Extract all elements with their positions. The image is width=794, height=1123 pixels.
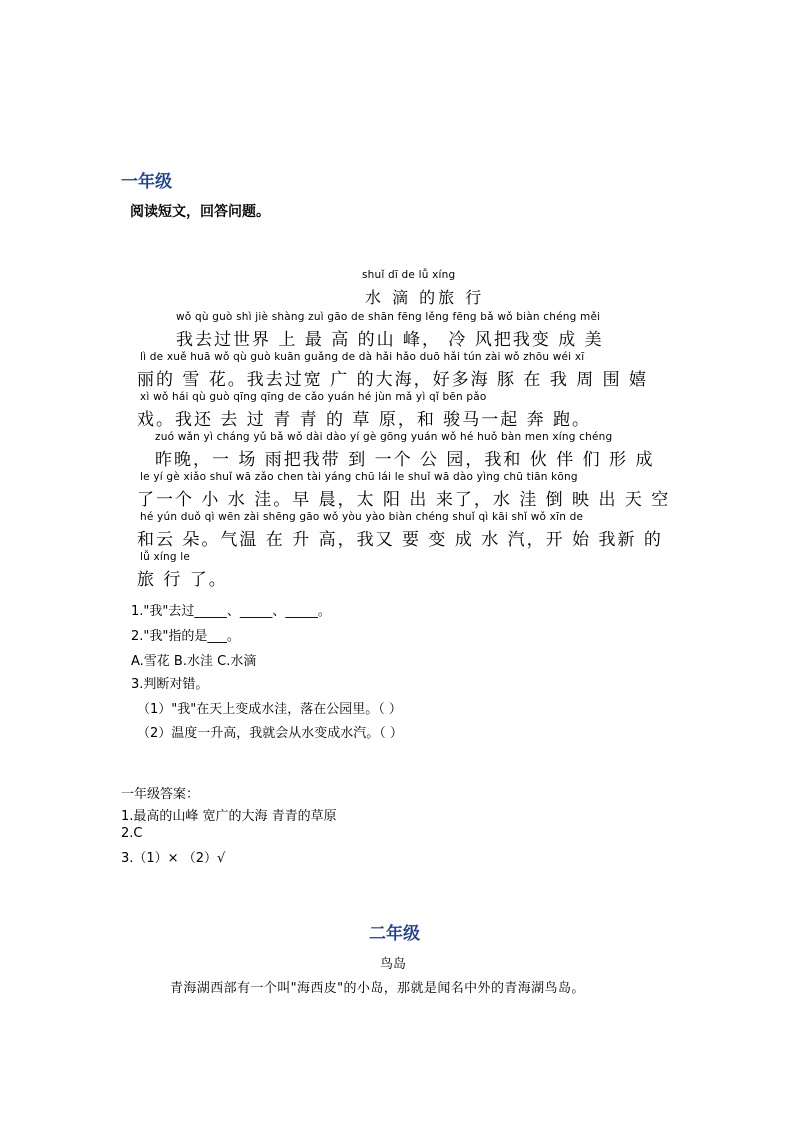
passage-text-line: 了一个 小 水 洼。早 晨，太 阳 出 来了，水 洼 倒 映 出 天 空 [137, 490, 671, 510]
question-2-options: A.雪花 B.水洼 C.水滴 [131, 654, 257, 669]
passage-text-line: 丽的 雪 花。我去过宽 广 的大海，好多海 豚 在 我 周 围 嬉 [137, 370, 649, 390]
answer-3: 3.（1）× （2）√ [121, 851, 226, 866]
passage-pinyin-line: le yí gè xiǎo shuǐ wā zǎo chen tài yáng chū lái le shuǐ wā dào yìng chū tiān kōng [140, 471, 578, 483]
grade2-passage-paragraph: 青海湖西部有一个叫"海西皮"的小岛，那就是闻名中外的青海湖鸟岛。 [170, 981, 585, 996]
passage-text-line: 昨晚，一 场 雨把我带 到 一个 公 园，我和 伙 伴 们 形 成 [155, 450, 655, 470]
grade1-heading: 一年级 [121, 172, 172, 192]
passage-text-line: 戏。我还 去 过 青 青 的 草 原，和 骏马一起 奔 跑。 [137, 410, 592, 430]
passage-pinyin-line: lǚ xíng le [140, 551, 191, 563]
question-3-2: （2）温度一升高，我就会从水变成水汽。（ ） [137, 726, 403, 741]
passage-pinyin-line: xì wǒ hái qù guò qīng qīng de cǎo yuán hé jùn mǎ yì qǐ bēn pǎo [140, 391, 487, 403]
passage-text-line: 和云 朵。气温 在 升 高，我又 要 变 成 水 汽，开 始 我新 的 [137, 530, 663, 550]
passage-text-line: 旅 行 了。 [137, 570, 228, 590]
passage-pinyin-line: zuó wǎn yì cháng yǔ bǎ wǒ dài dào yí gè gōng yuán wǒ hé huǒ bàn men xíng chéng [155, 431, 613, 443]
question-2: 2."我"指的是___。 [131, 629, 240, 644]
grade2-passage-title: 鸟岛 [380, 957, 407, 972]
passage-pinyin-line: hé yún duǒ qì wēn zài shēng gāo wǒ yòu yào biàn chéng shuǐ qì kāi shǐ wǒ xīn de [140, 511, 584, 523]
passage-title: 水 滴 的旅 行 [365, 288, 485, 307]
passage-text-line: 我去过世界 上 最 高 的山 峰， 冷 风把我变 成 美 [176, 330, 604, 350]
answer-2: 2.C [121, 826, 143, 841]
answer-1: 1.最高的山峰 宽广的大海 青青的草原 [121, 809, 337, 824]
answers-heading: 一年级答案： [121, 787, 200, 802]
grade2-heading: 二年级 [369, 924, 420, 944]
passage-pinyin-line: wǒ qù guò shì jiè shàng zuì gāo de shān fēng lěng fēng bǎ wǒ biàn chéng měi [176, 311, 601, 323]
passage-pinyin-line: lì de xuě huā wǒ qù guò kuān guǎng de dà hǎi hǎo duō hǎi tún zài wǒ zhōu wéi xī [140, 351, 585, 363]
passage-title-pinyin: shuǐ dī de lǚ xíng [362, 269, 456, 281]
question-3-1: （1）"我"在天上变成水洼，落在公园里。（ ） [137, 702, 402, 717]
question-3: 3.判断对错。 [131, 677, 209, 692]
question-1: 1."我"去过_____、_____、_____。 [131, 604, 331, 619]
reading-instruction: 阅读短文，回答问题。 [130, 204, 270, 220]
